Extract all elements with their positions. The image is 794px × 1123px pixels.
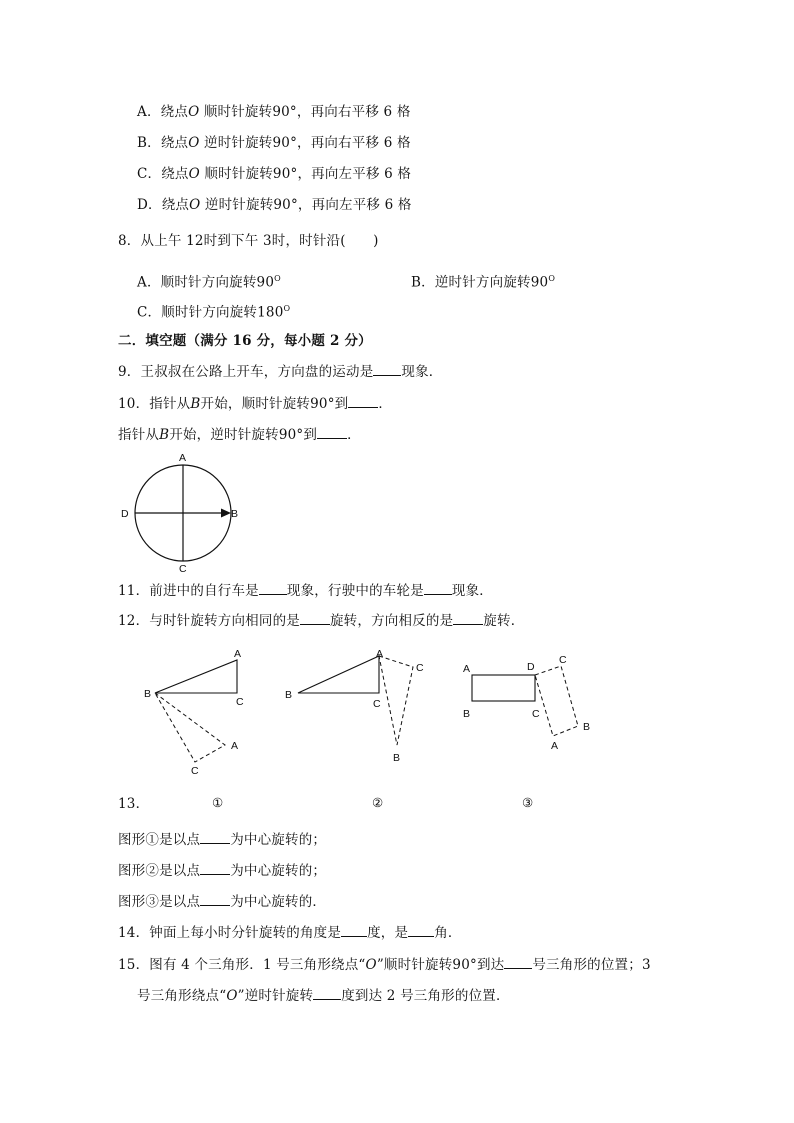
question-text: 旋转． — [483, 613, 525, 629]
answer-blank[interactable] — [504, 956, 532, 969]
option-label: A．绕点 — [137, 104, 189, 120]
q15-line1 — [118, 956, 651, 974]
q7-option-c — [137, 165, 411, 183]
label-b-rotated: B — [583, 721, 591, 733]
label-a: A — [376, 648, 384, 660]
answer-blank[interactable] — [313, 987, 341, 1000]
question-text: 度，是 — [367, 925, 409, 941]
dial-label-d: D — [121, 508, 129, 520]
answer-blank[interactable] — [200, 893, 230, 906]
label-c: C — [236, 696, 244, 708]
question-text: ”顺时针旋转90°到达 — [376, 957, 505, 973]
q10-line1 — [118, 395, 392, 413]
label-c: C — [373, 698, 381, 710]
question-text: 现象． — [451, 583, 493, 599]
dial-label-a: A — [179, 452, 187, 464]
label-b: B — [285, 689, 293, 701]
question-text: 图形②是以点 — [118, 863, 201, 879]
point-label: B — [159, 427, 170, 443]
degree-mark: O — [274, 274, 281, 283]
q13-line1 — [118, 831, 326, 849]
label-a-rotated: A — [551, 740, 559, 752]
q7-option-d — [137, 196, 412, 214]
label-a: A — [234, 648, 242, 660]
degree-mark: O — [283, 304, 291, 313]
q14 — [118, 924, 462, 942]
answer-blank[interactable] — [348, 395, 378, 408]
point-label: O — [188, 135, 200, 151]
option-label: D．绕点 — [137, 197, 190, 213]
figure-mark-2: ② — [372, 795, 384, 810]
label-b: B — [463, 708, 471, 720]
answer-blank[interactable] — [408, 924, 434, 937]
question-text: 号三角形的位置；3 — [532, 957, 651, 973]
question-text: 度到达 2 号三角形的位置． — [341, 988, 510, 1004]
question-text: ． — [378, 396, 393, 412]
question-text: 9．王叔叔在公路上开车，方向盘的运动是 — [118, 364, 374, 380]
label-a: A — [463, 663, 471, 675]
answer-blank[interactable] — [424, 582, 452, 595]
option-text: 逆时针旋转90°，再向右平移 6 格 — [199, 135, 411, 151]
question-text: 角． — [434, 925, 462, 941]
q8-option-c — [137, 300, 290, 322]
question-text: 15．图有 4 个三角形．1 号三角形绕点“ — [118, 957, 366, 973]
question-text: 为中心旋转的； — [230, 863, 327, 879]
point-label: O — [189, 197, 201, 213]
option-text: C．顺时针方向旋转180 — [137, 304, 284, 321]
answer-blank[interactable] — [200, 831, 230, 844]
figure-3 — [455, 648, 605, 758]
q13-line3 — [118, 893, 326, 911]
triangle-rotated — [379, 656, 413, 745]
figure-mark-3: ③ — [522, 795, 534, 810]
q8-option-a — [137, 270, 281, 292]
question-text: 指针从 — [118, 427, 160, 443]
question-text: ”逆时针旋转 — [237, 988, 314, 1004]
q15-line2 — [137, 987, 510, 1005]
degree-mark: O — [548, 274, 556, 283]
point-label: O — [365, 957, 377, 973]
question-text: 11．前进中的自行车是 — [118, 583, 259, 599]
question-text: 现象，行驶中的车轮是 — [286, 583, 424, 599]
question-text: 现象． — [401, 364, 443, 380]
rectangle-rotated — [535, 666, 578, 736]
rectangle-original — [472, 675, 535, 701]
question-text: 10．指针从 — [118, 396, 191, 412]
answer-blank[interactable] — [259, 582, 287, 595]
label-c-rotated: C — [416, 662, 424, 674]
q8-option-b — [411, 270, 555, 292]
answer-blank[interactable] — [317, 426, 347, 439]
figure-1 — [140, 645, 260, 780]
label-b-rotated: B — [393, 752, 401, 764]
option-text: B．逆时针方向旋转90 — [411, 274, 549, 291]
question-text: 开始，逆时针旋转90°到 — [169, 427, 318, 443]
question-text: 14．钟面上每小时分针旋转的角度是 — [118, 925, 342, 941]
question-text: 为中心旋转的． — [230, 894, 327, 910]
dial-label-c: C — [179, 563, 187, 575]
dial-label-b: B — [231, 508, 239, 520]
answer-blank[interactable] — [341, 924, 367, 937]
label-d: D — [527, 661, 535, 673]
question-text: 为中心旋转的； — [230, 832, 327, 848]
answer-blank[interactable] — [300, 612, 330, 625]
question-text: ． — [347, 427, 361, 443]
q7-option-b — [137, 134, 411, 152]
triangle-rotated — [155, 693, 225, 762]
question-text: 12．与时针旋转方向相同的是 — [118, 613, 300, 629]
option-label: B．绕点 — [137, 135, 189, 151]
figure-2 — [280, 645, 440, 770]
question-text: 旋转，方向相反的是 — [329, 613, 454, 629]
option-text: 顺时针旋转90°，再向左平移 6 格 — [199, 166, 412, 182]
point-label: O — [188, 104, 200, 120]
dial-figure — [110, 448, 250, 578]
triangle-original — [298, 656, 379, 693]
q13-line2 — [118, 862, 326, 880]
answer-blank[interactable] — [200, 862, 230, 875]
figure-mark-1: ① — [212, 795, 224, 810]
q10-line2 — [118, 426, 361, 444]
label-a-rotated: A — [231, 740, 239, 752]
answer-blank[interactable] — [373, 363, 401, 376]
option-text: 顺时针旋转90°，再向右平移 6 格 — [199, 104, 411, 120]
label-c-rotated: C — [559, 654, 567, 666]
q9 — [118, 363, 443, 381]
triangle-original — [155, 660, 237, 693]
label-c-rotated: C — [191, 765, 199, 777]
label-c: C — [532, 708, 540, 720]
label-b: B — [144, 688, 152, 700]
answer-blank[interactable] — [453, 612, 483, 625]
q7-option-a — [137, 103, 411, 121]
question-text: 开始，顺时针旋转90°到 — [200, 396, 349, 412]
q12 — [118, 612, 524, 630]
option-label: C．绕点 — [137, 166, 189, 182]
q11 — [118, 582, 493, 600]
question-text: 号三角形绕点“ — [137, 988, 227, 1004]
question-text: 图形③是以点 — [118, 894, 201, 910]
q13-number: 13． — [118, 796, 150, 812]
option-text: 逆时针旋转90°，再向左平移 6 格 — [200, 197, 412, 213]
point-label: B — [190, 396, 201, 412]
question-text: 图形①是以点 — [118, 832, 201, 848]
q8-stem: 8．从上午 12时到下午 3时，时针沿( ) — [118, 233, 379, 249]
point-label: O — [226, 988, 238, 1004]
section-title: 二．填空题（满分 16 分，每小题 2 分） — [118, 333, 372, 349]
option-text: A．顺时针方向旋转90 — [137, 274, 275, 291]
point-label: O — [188, 166, 200, 182]
pointer-arrowhead — [221, 509, 231, 518]
